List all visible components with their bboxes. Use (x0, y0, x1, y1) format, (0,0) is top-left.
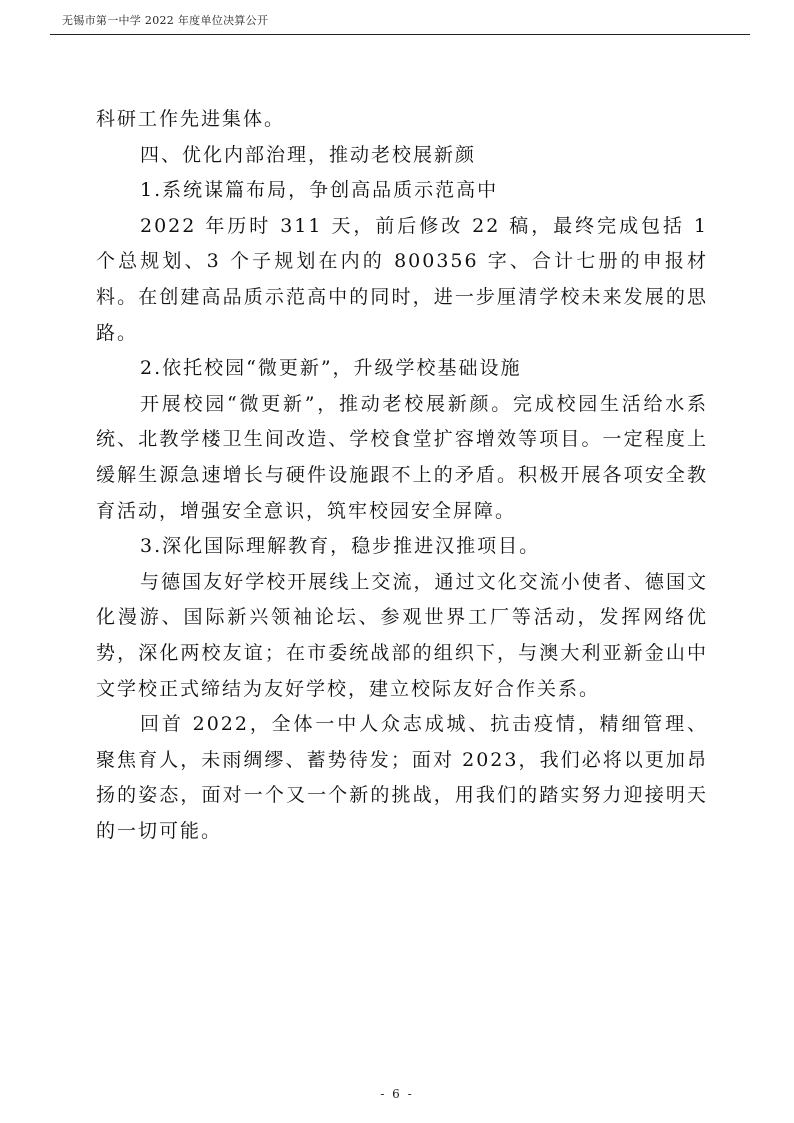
subheading-2: 2.依托校园“微更新”，升级学校基础设施 (140, 357, 522, 380)
subheading-3: 3.深化国际理解教育，稳步推进汉推项目。 (140, 535, 541, 558)
section-heading: 四、优化内部治理，推动老校展新颜 (140, 143, 477, 166)
paragraph-international: 与德国友好学校开展线上交流，通过文化交流小使者、德国文化漫游、国际新兴领袖论坛、参观世界工厂等活动，发挥网络优势，深化两校友谊；在市委统战部的组织下，与澳大利亚新金山中文学校正式缔结为友好学校，建立校际友好合作关系。 (96, 570, 708, 700)
subheading-1: 1.系统谋篇布局，争创高品质示范高中 (140, 179, 499, 202)
page-header-title: 无锡市第一中学 2022 年度单位决算公开 (62, 14, 269, 27)
paragraph-continuation: 科研工作先进集体。 (96, 108, 286, 130)
page-number: - 6 - (380, 1087, 414, 1101)
paragraph-conclusion: 回首 2022，全体一中人众志成城、抗击疫情，精细管理、聚焦育人，未雨绸缪、蓄势待发；面对 2023，我们必将以更加昂扬的姿态，面对一个又一个新的挑战，用我们的踏实努力迎接明天的一切可能。 (96, 713, 708, 842)
paragraph-planning: 2022 年历时 311 天，前后修改 22 稿，最终完成包括 1 个总规划、3 个子规划在内的 800356 字、合计七册的申报材料。在创建高品质示范高中的同时，进一步厘清学校未来发展的思路。 (96, 214, 708, 344)
header-divider (50, 34, 750, 35)
document-body (96, 102, 708, 849)
paragraph-renovation: 开展校园“微更新”，推动老校展新颜。完成校园生活给水系统、北教学楼卫生间改造、学校食堂扩容增效等项目。一定程度上缓解生源急速增长与硬件设施跟不上的矛盾。积极开展各项安全教育活动，增强安全意识，筑牢校园安全屏障。 (96, 392, 708, 522)
